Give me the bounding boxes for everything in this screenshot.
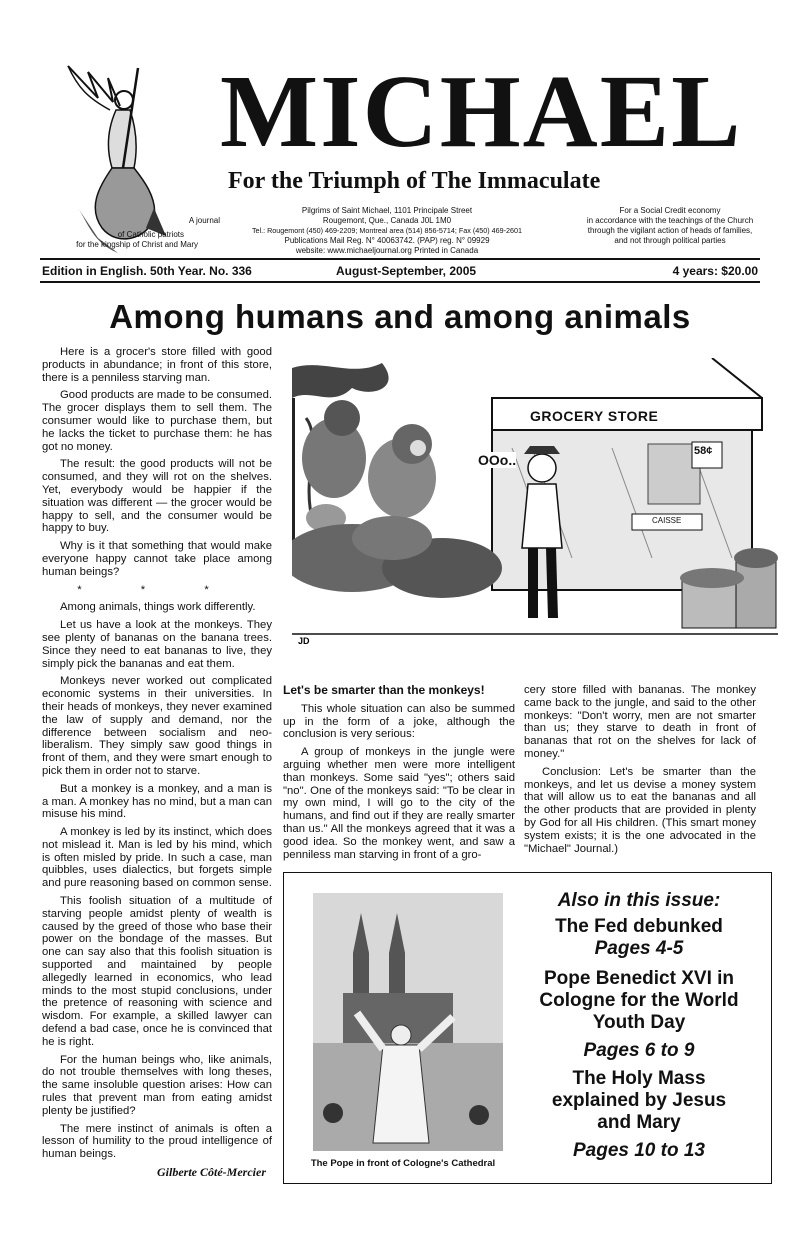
paragraph: For the human beings who, like animals, do not trouble themselves with long theses, the same insoluble question arises: How can rules that prevent man from eating amidst plenty be justified? xyxy=(42,1053,272,1117)
article-column-middle xyxy=(283,684,515,866)
article-column-left xyxy=(42,346,272,1184)
svg-text:JD: JD xyxy=(298,636,310,646)
paragraph: cery store filled with bananas. The monkey came back to the jungle, and said to the other monkeys: "Don't worry, men are not smarter than us; they starve to death in front of bananas that rot on the shelves for lack of money." xyxy=(524,684,756,760)
issue-item-title: Pope Benedict XVI in Cologne for the World Youth Day xyxy=(539,968,739,1033)
issue-contents xyxy=(518,890,760,1162)
cash-register-label: CAISSE xyxy=(652,516,682,525)
credit-line: and not through political parties xyxy=(614,236,726,245)
grocery-store-cartoon xyxy=(292,358,778,650)
address-line: Pilgrims of Saint Michael, 1101 Principale Street xyxy=(301,206,473,215)
masthead-title: MICHAEL xyxy=(220,54,743,169)
photo-caption: The Pope in front of Cologne's Cathedral xyxy=(310,1158,496,1169)
credit-line: through the vigilant action of heads of families, xyxy=(587,226,753,235)
paragraph: The mere instinct of animals is often a lesson of humility to the proud intelligence of human beings. xyxy=(42,1122,272,1161)
journal-description xyxy=(60,216,220,250)
address-line: Publications Mail Reg. N° 40063742. (PAP) reg. N° 09929 xyxy=(284,236,490,245)
journal-line: for the kingship of Christ and Mary xyxy=(76,240,198,249)
store-sign: GROCERY STORE xyxy=(530,408,659,424)
issue-heading-text: Also in this issue: xyxy=(557,890,721,911)
paragraph: This foolish situation of a multitude of starving people amidst plenty of wealth is caused by the greed of those who base their power on the bondage of the masses. But one can say also that this foolish situation is supported and maintained by people allegedly learned in economics, who lead minds to the most stupid conclusions, under the pretence of reasoning with science and wisdom. For example, a skilled lawyer can defend a bad case, once he is convinced that he is right. xyxy=(42,895,272,1048)
issue-item-pages-text: Pages 6 to 9 xyxy=(583,1040,695,1061)
paragraph: Monkeys never worked out complicated economic systems in their universities. In their heads of monkeys, they never examined the law of supply and demand, nor the difference between socialism and neo-liberalism. They simply saw good things in front of them, and they were smart enough to pick them in order not to starve. xyxy=(42,675,272,777)
credit-line: For a Social Credit economy xyxy=(619,206,721,215)
edition-bottom-rule xyxy=(40,281,760,283)
address-line: Tel.: Rougemont (450) 469-2209; Montreal area (514) 856-5714; Fax (450) 469-2601 xyxy=(251,226,523,235)
edition-top-rule xyxy=(40,258,760,260)
issue-item-pages-text: Pages 10 to 13 xyxy=(572,1140,706,1161)
edition-date: August-September, 2005 xyxy=(336,264,477,278)
paragraph: Let us have a look at the monkeys. They see plenty of bananas on the banana trees. Since they need to eat bananas to live, they simply pick the bananas and eat them. xyxy=(42,619,272,670)
section-divider: * * * xyxy=(77,583,237,596)
author-signature: Gilberte Côté-Mercier xyxy=(157,1165,266,1180)
price-tag: 58¢ xyxy=(694,445,713,457)
address-line: website: www.michaeljournal.org Printed in Canada xyxy=(295,246,479,255)
publisher-address xyxy=(222,206,552,256)
issue-item-title: The Fed debunked xyxy=(555,916,723,937)
article-column-right xyxy=(524,684,756,860)
issue-item-title: The Holy Mass explained by Jesus and Mary xyxy=(551,1068,727,1133)
edition-number: Edition in English. 50th Year. No. 336 xyxy=(42,264,252,278)
paragraph: A group of monkeys in the jungle were arguing whether men were more intelligent than monkeys. Some said "yes"; others said "no". One of the monkeys said: "To be clear in my own mind, I will go to the city of the humans, and find out if they are really smarter than us." All the monkeys agreed that it was a good idea. So the monkey went, and saw a penniless man starving in front of a gro- xyxy=(283,746,515,861)
paragraph: Good products are made to be consumed. The grocer displays them to sell them. The consumer would like to purchase them, but he lacks the ticket to purchase them: he has got no money. xyxy=(42,389,272,453)
paragraph: Why is it that something that would make everyone happy cannot take place among human beings? xyxy=(42,540,272,578)
paragraph: A monkey is led by its instinct, which does not mislead it. Man is led by his mind, which is often misled by pride. In such a case, man quibbles, uses dialectics, but forgets simple and pure reasoning based on common sense. xyxy=(42,826,272,890)
address-line: Rougemont, Que., Canada J0L 1M0 xyxy=(322,216,452,225)
social-credit-statement xyxy=(560,206,780,246)
subscription-price: 4 years: $20.00 xyxy=(672,264,758,278)
issue-item-pages xyxy=(518,1140,760,1162)
paragraph: Conclusion: Let's be smarter than the monkeys, and let us devise a money system that will allow us to eat the bananas and all the other products that are provided in plenty by God for all His children. (This smart money system exists; it is the one advocated in the "Michael" Journal.) xyxy=(524,765,756,855)
paragraph: Here is a grocer's store filled with good products in abundance; in front of this store, there is a penniless starving man. xyxy=(42,346,272,384)
paragraph: The result: the good products will not be consumed, and they will rot on the shelves. Yet, everybody would be happier if the situation was different — the grocer would be happy to sell, and the consumer would be happy to buy. xyxy=(42,458,272,535)
pope-cologne-photo xyxy=(313,893,503,1151)
headline: Among humans and among animals xyxy=(109,298,691,335)
paragraph: This whole situation can also be summed up in the form of a joke, although the conclusion is very serious: xyxy=(283,702,515,741)
issue-item-pages xyxy=(518,1040,760,1062)
issue-item-pages xyxy=(518,938,760,960)
journal-line: A journal xyxy=(188,216,220,225)
paragraph: Among animals, things work differently. xyxy=(60,601,256,614)
issue-item-pages-text: Pages 4-5 xyxy=(594,938,684,959)
paragraph: But a monkey is a monkey, and a man is a man. A monkey has no mind, but a man can misuse his mind. xyxy=(42,782,272,821)
thought-bubble: OOo.. xyxy=(478,452,517,468)
section-subhead: Let's be smarter than the monkeys! xyxy=(283,683,485,697)
journal-line: of Catholic patriots xyxy=(117,230,184,239)
issue-heading xyxy=(518,890,760,912)
masthead-subtitle: For the Triumph of The Immaculate xyxy=(228,168,601,194)
credit-line: in accordance with the teachings of the Church xyxy=(586,216,754,225)
